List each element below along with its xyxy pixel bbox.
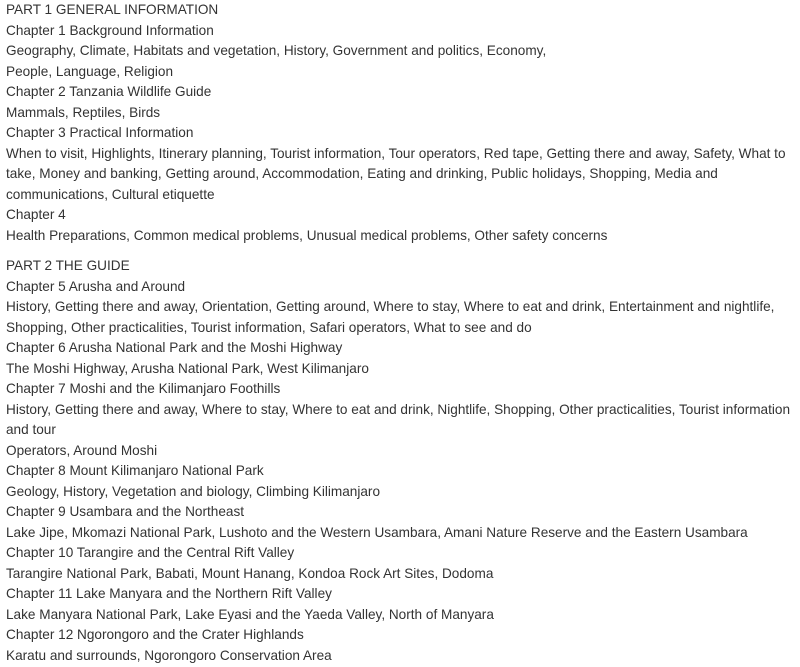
chapter-title: Chapter 2 Tanzania Wildlife Guide bbox=[6, 84, 212, 99]
chapter-title: Chapter 11 Lake Manyara and the Northern Rift Valley bbox=[6, 586, 332, 601]
chapter-contents: Lake Manyara National Park, Lake Eyasi and the Yaeda Valley, North of Manyara bbox=[6, 606, 494, 622]
chapter-contents: Geology, History, Vegetation and biology, Climbing Kilimanjaro bbox=[6, 483, 381, 499]
chapter-contents: Tarangire National Park, Babati, Mount Hanang, Kondoa Rock Art Sites, Dodoma bbox=[6, 565, 494, 581]
part-heading: PART 2 THE GUIDE bbox=[6, 258, 130, 273]
chapter-contents: Operators, Around Moshi bbox=[6, 442, 158, 458]
chapter-title: Chapter 9 Usambara and the Northeast bbox=[6, 504, 245, 519]
part-the-guide bbox=[6, 256, 794, 666]
chapter-title: Chapter 5 Arusha and Around bbox=[6, 278, 186, 294]
chapter-contents: History, Getting there and away, Orientation, Getting around, Where to stay, Where to eat and drink, Entertainment and nightlife, Shopping, Other practicalities, Tourist information, Safari operators, What to see and do bbox=[6, 299, 775, 335]
chapter-contents: Geography, Climate, Habitats and vegetation, History, Government and politics, Economy, bbox=[6, 43, 547, 58]
chapter-contents: Lake Jipe, Mkomazi National Park, Lushoto and the Western Usambara, Amani Nature Reserve and the Eastern Usambara bbox=[6, 524, 748, 540]
part-heading: PART 1 GENERAL INFORMATION bbox=[6, 2, 219, 17]
chapter-contents: The Moshi Highway, Arusha National Park, West Kilimanjaro bbox=[6, 360, 369, 376]
chapter-title: Chapter 12 Ngorongoro and the Crater Highlands bbox=[6, 627, 304, 642]
part-general-information bbox=[6, 0, 794, 246]
chapter-title: Chapter 8 Mount Kilimanjaro National Park bbox=[6, 463, 264, 478]
chapter-title: Chapter 1 Background Information bbox=[6, 22, 214, 38]
chapter-contents: When to visit, Highlights, Itinerary planning, Tourist information, Tour operators, Red tape, Getting there and away, Safety, What to take, Money and banking, Getting around, Accommodation, Eating and drinking, Public holidays, Shopping, Media and communications, Cultural etiquette bbox=[6, 145, 786, 202]
chapter-contents: Health Preparations, Common medical problems, Unusual medical problems, Other safety concerns bbox=[6, 227, 608, 243]
chapter-contents: Karatu and surrounds, Ngorongoro Conservation Area bbox=[6, 647, 332, 663]
chapter-title: Chapter 6 Arusha National Park and the Moshi Highway bbox=[6, 340, 343, 355]
chapter-contents: People, Language, Religion bbox=[6, 63, 174, 79]
chapter-title: Chapter 10 Tarangire and the Central Rift Valley bbox=[6, 545, 295, 560]
chapter-contents: History, Getting there and away, Where to stay, Where to eat and drink, Nightlife, Shopping, Other practicalities, Tourist information and tour bbox=[6, 401, 791, 437]
chapter-contents: Mammals, Reptiles, Birds bbox=[6, 104, 161, 120]
chapter-title: Chapter 7 Moshi and the Kilimanjaro Foothills bbox=[6, 381, 281, 396]
chapter-title: Chapter 3 Practical Information bbox=[6, 125, 194, 140]
chapter-title: Chapter 4 bbox=[6, 207, 66, 222]
